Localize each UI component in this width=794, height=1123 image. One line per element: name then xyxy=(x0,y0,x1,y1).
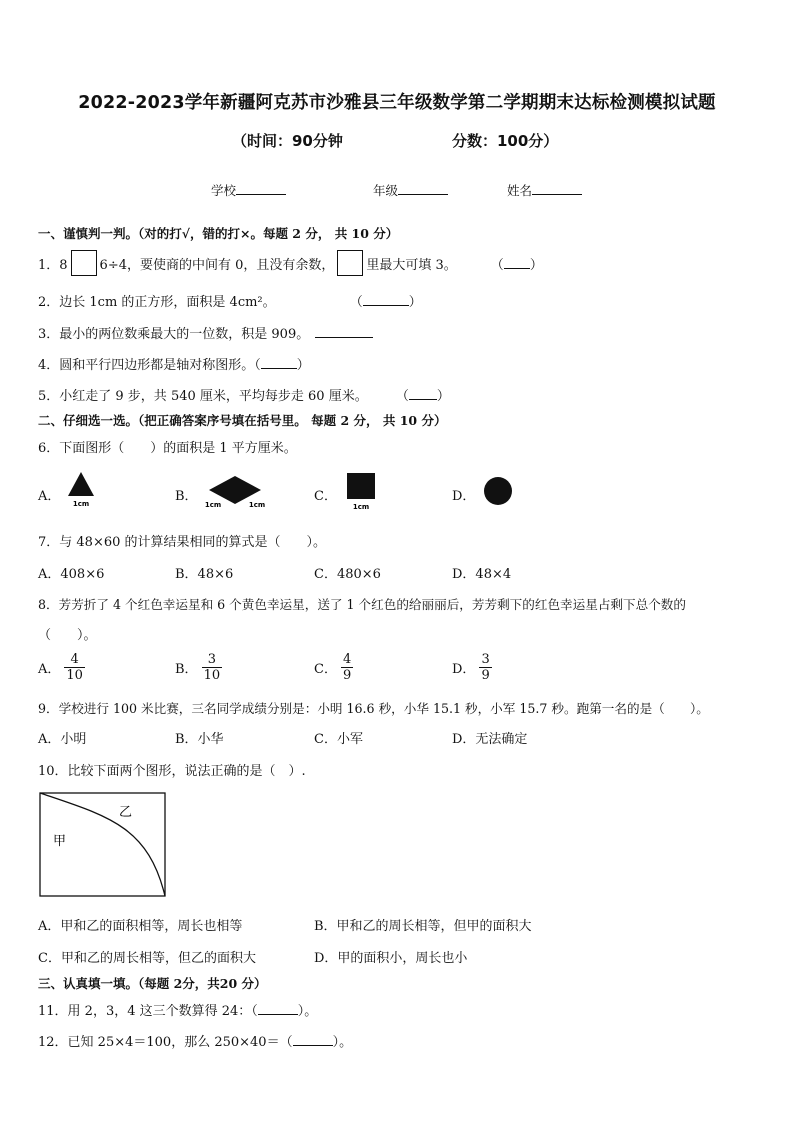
q6-triangle-shape[interactable] xyxy=(66,470,96,510)
q9-option-b[interactable]: B．小华 xyxy=(175,732,224,747)
question-2 xyxy=(38,291,422,310)
q10-label-yi: 乙 xyxy=(119,805,133,820)
q3-answer-blank[interactable] xyxy=(315,325,373,338)
question-4: 4．圆和平行四边形都是轴对称图形。（ ） xyxy=(38,358,310,373)
section-3-heading: 三、认真填一填。（每题 2分，共20 分） xyxy=(38,976,267,991)
q7-option-c[interactable]: C．480×6 xyxy=(314,567,381,582)
q8-option-a[interactable]: A． $\frac{4}{10}$ xyxy=(38,652,83,683)
q8-d-fraction: $\frac{3}{9}$ xyxy=(481,652,490,683)
q5-text: 5．小红走了 9 步，共 540 厘米，平均每步走 60 厘米。 xyxy=(38,389,368,404)
question-10: 10．比较下面两个图形，说法正确的是（ ）. xyxy=(38,764,306,779)
q1-answer[interactable]: （ ） xyxy=(490,257,543,273)
q6-rhombus-shape[interactable] xyxy=(203,474,267,510)
q1-box-1[interactable] xyxy=(71,250,97,276)
grade-label: 年级 xyxy=(373,183,399,198)
section-2-heading: 二、仔细选一选。（把正确答案序号填在括号里。 每题 2 分， 共 10 分） xyxy=(38,413,447,428)
q2-text: 2．边长 1cm 的正方形，面积是 4cm²。 xyxy=(38,295,276,310)
question-5 xyxy=(38,385,450,404)
question-6: 6．下面图形（ ）的面积是 1 平方厘米。 xyxy=(38,441,297,456)
question-7: 7．与 48×60 的计算结果相同的算式是（ ）。 xyxy=(38,535,327,550)
q8-option-c[interactable]: C． $\frac{4}{9}$ xyxy=(314,652,352,683)
q1-text-a: 1．8 xyxy=(38,257,68,273)
school-field[interactable] xyxy=(211,181,286,199)
q10-figure xyxy=(38,791,168,899)
question-8-line-1: 8．芳芳折了 4 个红色幸运星和 6 个黄色幸运星，送了 1 个红色的给丽丽后，芳芳剩下的红色幸运星占剩下总个数的 xyxy=(38,597,686,612)
q6-b-unit-right: 1cm xyxy=(248,501,266,509)
q8-option-d[interactable]: D． $\frac{3}{9}$ xyxy=(452,652,490,683)
q10-option-d[interactable]: D．甲的面积小，周长也小 xyxy=(314,951,468,966)
q7-option-a[interactable]: A．408×6 xyxy=(38,567,105,582)
q12-answer-blank[interactable] xyxy=(293,1033,333,1046)
grade-blank[interactable] xyxy=(398,182,448,195)
q6-option-a-label[interactable]: A． xyxy=(38,489,61,504)
q9-option-d[interactable]: D．无法确定 xyxy=(452,732,528,747)
school-blank[interactable] xyxy=(236,182,286,195)
name-blank[interactable] xyxy=(532,182,582,195)
q6-circle-shape[interactable] xyxy=(482,475,514,507)
q5-answer[interactable]: （ ） xyxy=(395,389,450,404)
q2-answer[interactable]: （ ） xyxy=(349,295,422,310)
name-field[interactable] xyxy=(507,181,582,199)
q4-text: 4．圆和平行四边形都是轴对称图形。（ xyxy=(38,358,261,373)
q8-option-b[interactable]: B． $\frac{3}{10}$ xyxy=(175,652,221,683)
section-1-heading: 一、谨慎判一判。（对的打√，错的打×。每题 2 分， 共 10 分） xyxy=(38,226,399,241)
q6-b-unit-left: 1cm xyxy=(204,501,222,509)
q6-a-unit: 1cm xyxy=(72,500,90,508)
q8-b-fraction: $\frac{3}{10}$ xyxy=(203,652,221,683)
question-12: 12．已知 25×4＝100，那么 250×40＝（ ）。 xyxy=(38,1035,353,1050)
q6-c-unit: 1cm xyxy=(352,503,370,511)
exam-score: 分数：100分） xyxy=(452,132,559,150)
name-label: 姓名 xyxy=(507,183,533,198)
q9-option-c[interactable]: C．小军 xyxy=(314,732,363,747)
q7-option-b[interactable]: B．48×6 xyxy=(175,567,234,582)
q6-option-c-label[interactable]: C． xyxy=(314,489,337,504)
question-1 xyxy=(38,250,543,276)
question-9: 9．学校进行 100 米比赛，三名同学成绩分别是：小明 16.6 秒，小华 15.1 秒，小军 15.7 秒。跑第一名的是（ ）。 xyxy=(38,701,709,716)
q6-square-shape[interactable] xyxy=(344,471,378,513)
q12-text: 12．已知 25×4＝100，那么 250×40＝（ xyxy=(38,1035,293,1050)
q10-option-c[interactable]: C．甲和乙的周长相等，但乙的面积大 xyxy=(38,951,256,966)
q7-option-d[interactable]: D．48×4 xyxy=(452,567,512,582)
q10-option-a[interactable]: A．甲和乙的面积相等，周长也相等 xyxy=(38,919,243,934)
q8-c-fraction: $\frac{4}{9}$ xyxy=(342,652,352,683)
q11-answer-blank[interactable] xyxy=(258,1002,298,1015)
q11-text: 11．用 2，3，4 这三个数算得 24：（ xyxy=(38,1004,258,1019)
q9-option-a[interactable]: A．小明 xyxy=(38,732,87,747)
question-8-line-2: （ ）。 xyxy=(38,628,97,643)
q4-answer-blank[interactable] xyxy=(261,356,297,369)
q1-box-2[interactable] xyxy=(337,250,363,276)
q3-text: 3．最小的两位数乘最大的一位数，积是 909。 xyxy=(38,327,310,342)
school-label: 学校 xyxy=(211,183,237,198)
grade-field[interactable] xyxy=(373,181,448,199)
q10-label-jia: 甲 xyxy=(53,834,67,849)
question-11: 11．用 2，3，4 这三个数算得 24：（ ）。 xyxy=(38,1004,318,1019)
question-3 xyxy=(38,323,373,342)
exam-time: （时间：90分钟 xyxy=(232,132,343,150)
page-title: 2022-2023学年新疆阿克苏市沙雅县三年级数学第二学期期末达标检测模拟试题 xyxy=(78,93,716,113)
q6-option-b-label[interactable]: B． xyxy=(175,489,198,504)
q10-option-b[interactable]: B．甲和乙的周长相等，但甲的面积大 xyxy=(314,919,532,934)
q8-a-fraction: $\frac{4}{10}$ xyxy=(66,652,83,683)
q6-option-d-label[interactable]: D． xyxy=(452,489,476,504)
q1-text-c: 里最大可填 3。 xyxy=(366,257,457,273)
q1-text-b: 6÷4，要使商的中间有 0，且没有余数， xyxy=(99,257,335,273)
